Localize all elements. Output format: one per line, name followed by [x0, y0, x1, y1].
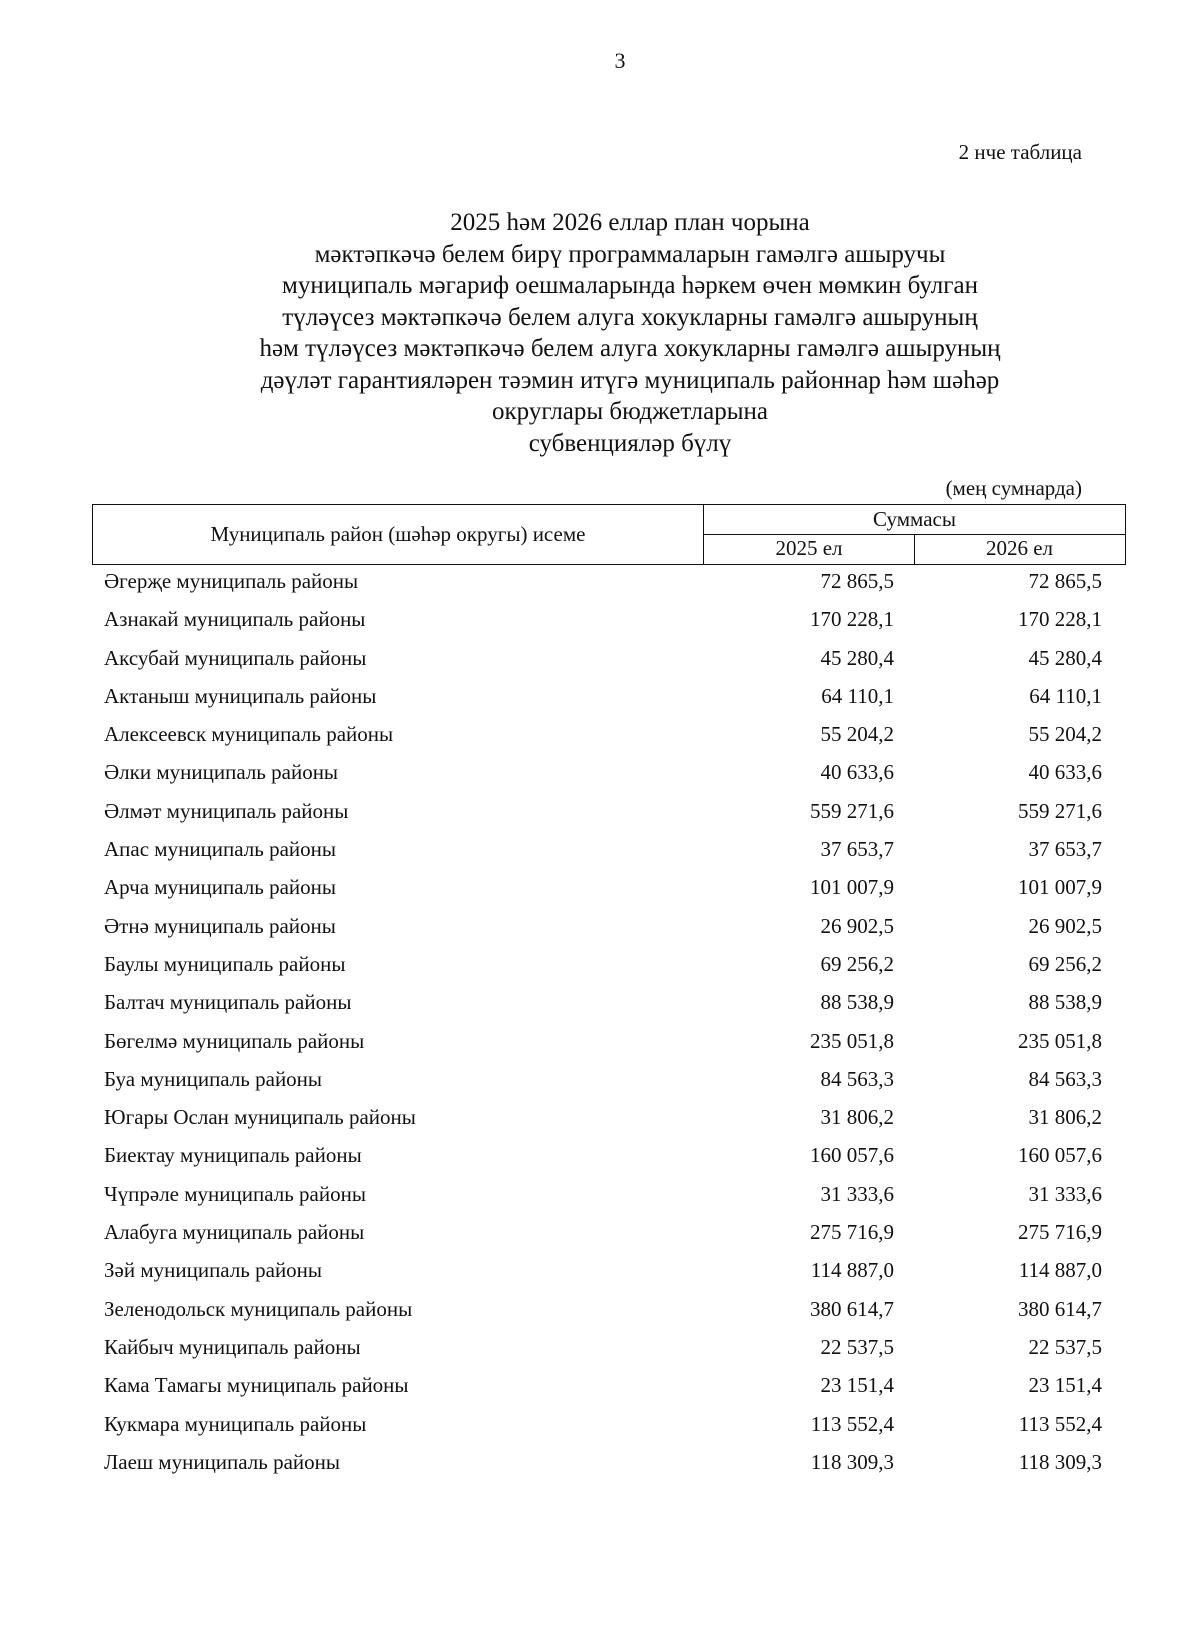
table-row: [92, 569, 1126, 607]
row-value-2025: 40 633,6: [820, 760, 894, 785]
row-name: Югары Ослан муниципаль районы: [104, 1105, 416, 1130]
row-value-2025: 31 333,6: [820, 1181, 894, 1206]
row-value-2026: 40 633,6: [1028, 760, 1102, 785]
row-value-2025: 26 902,5: [820, 913, 894, 938]
row-value-2026: 160 057,6: [1018, 1143, 1102, 1168]
title-line: дәүләт гарантияләрен тәэмин итүгә муниципаль районнар һәм шәһәр: [260, 366, 1000, 394]
row-name: Биектау муниципаль районы: [104, 1143, 362, 1168]
table-row: [92, 1450, 1126, 1488]
row-name: Лаеш муниципаль районы: [104, 1449, 341, 1474]
row-name: Арча муниципаль районы: [104, 875, 336, 900]
row-value-2026: 88 538,9: [1028, 990, 1102, 1015]
row-name: Кама Тамагы муниципаль районы: [104, 1373, 409, 1398]
row-value-2025: 88 538,9: [820, 990, 894, 1015]
row-name: Зәй муниципаль районы: [104, 1258, 323, 1283]
row-value-2026: 31 333,6: [1028, 1181, 1102, 1206]
title-line: субвенцияләр бүлү: [528, 429, 732, 457]
row-value-2026: 113 552,4: [1018, 1411, 1102, 1436]
table-row: [92, 760, 1126, 798]
title-line: 2025 һәм 2026 еллар план чорына: [450, 209, 810, 236]
table-header: [92, 504, 1126, 565]
title-line: түләүсез мәктәпкәчә белем алуга хокукларны гамәлгә ашыруның: [282, 303, 978, 331]
row-value-2025: 64 110,1: [821, 683, 894, 708]
row-value-2026: 45 280,4: [1028, 645, 1102, 670]
row-value-2025: 69 256,2: [820, 951, 894, 976]
row-value-2026: 31 806,2: [1028, 1105, 1102, 1130]
row-value-2025: 559 271,6: [810, 798, 894, 823]
row-name: Актаныш муниципаль районы: [104, 683, 377, 708]
row-value-2026: 118 309,3: [1018, 1449, 1102, 1474]
header-year-2026: 2026 ел: [985, 536, 1054, 560]
row-name: Балтач муниципаль районы: [104, 990, 352, 1015]
row-name: Кукмара муниципаль районы: [104, 1411, 367, 1436]
row-value-2026: 235 051,8: [1018, 1028, 1102, 1053]
table-row: [92, 607, 1126, 645]
table-row: [92, 722, 1126, 760]
row-value-2026: 55 204,2: [1028, 722, 1102, 747]
header-sums: Суммасы: [704, 505, 1125, 535]
row-value-2025: 31 806,2: [820, 1105, 894, 1130]
row-value-2025: 380 614,7: [810, 1296, 894, 1321]
row-value-2026: 69 256,2: [1028, 951, 1102, 976]
units-note: (мең сумнарда): [945, 476, 1082, 500]
row-value-2026: 23 151,4: [1028, 1373, 1102, 1398]
table-row: [92, 1182, 1126, 1220]
row-value-2026: 84 563,3: [1028, 1066, 1102, 1091]
row-value-2025: 55 204,2: [820, 722, 894, 747]
table-row: [92, 875, 1126, 913]
table-row: [92, 684, 1126, 722]
row-name: Алабуга муниципаль районы: [104, 1220, 365, 1245]
row-name: Азнакай муниципаль районы: [104, 607, 366, 632]
table-row: [92, 1335, 1126, 1373]
table-body: [92, 569, 1126, 1488]
title-line: мәктәпкәчә белем бирү программаларын гамәлгә ашыручы: [314, 240, 946, 268]
row-value-2026: 170 228,1: [1018, 607, 1102, 632]
row-value-2025: 37 653,7: [820, 837, 894, 862]
row-name: Бөгелмә муниципаль районы: [104, 1028, 365, 1053]
row-name: Әлки муниципаль районы: [104, 760, 339, 785]
row-name: Әгерҗе муниципаль районы: [104, 569, 359, 593]
row-name: Әлмәт муниципаль районы: [104, 798, 349, 823]
row-value-2026: 380 614,7: [1018, 1296, 1102, 1321]
header-year-2025: 2025 ел: [704, 534, 915, 564]
row-name: Әтнә муниципаль районы: [104, 913, 336, 938]
row-name: Зеленодольск муниципаль районы: [104, 1296, 413, 1321]
row-value-2026: 22 537,5: [1028, 1334, 1102, 1359]
table-row: [92, 837, 1126, 875]
table-row: [92, 1258, 1126, 1296]
row-value-2025: 114 887,0: [810, 1258, 894, 1283]
table-row: [92, 1373, 1126, 1411]
row-value-2025: 101 007,9: [810, 875, 894, 900]
title-line: һәм түләүсез мәктәпкәчә белем алуга хокукларны гамәлгә ашыруның: [259, 335, 1001, 362]
row-value-2025: 22 537,5: [820, 1334, 894, 1359]
row-value-2025: 160 057,6: [810, 1143, 894, 1168]
row-value-2026: 37 653,7: [1028, 837, 1102, 862]
table-row: [92, 914, 1126, 952]
table-row: [92, 1067, 1126, 1105]
table-row: [92, 1105, 1126, 1143]
row-name: Апас муниципаль районы: [104, 837, 336, 862]
row-name: Алексеевск муниципаль районы: [104, 722, 394, 747]
table-row: [92, 1220, 1126, 1258]
row-value-2025: 23 151,4: [820, 1373, 894, 1398]
table-row: [92, 1029, 1126, 1067]
table-row: [92, 646, 1126, 684]
table-row: [92, 799, 1126, 837]
row-value-2026: 275 716,9: [1018, 1220, 1102, 1245]
table-row: [92, 1143, 1126, 1181]
table-row: [92, 1412, 1126, 1450]
row-value-2026: 26 902,5: [1028, 913, 1102, 938]
row-value-2025: 235 051,8: [810, 1028, 894, 1053]
page-number: 3: [614, 48, 626, 73]
table-row: [92, 990, 1126, 1028]
row-value-2025: 113 552,4: [810, 1411, 894, 1436]
row-name: Кайбыч муниципаль районы: [104, 1334, 361, 1359]
row-value-2025: 275 716,9: [810, 1220, 894, 1245]
row-name: Аксубай муниципаль районы: [104, 645, 367, 670]
row-value-2026: 64 110,1: [1029, 683, 1102, 708]
title-line: муниципаль мәгариф оешмаларында һәркем өчен мөмкин булган: [282, 272, 978, 299]
table-row: [92, 1297, 1126, 1335]
row-value-2025: 170 228,1: [810, 607, 894, 632]
row-name: Буа муниципаль районы: [104, 1066, 323, 1091]
row-value-2025: 72 865,5: [820, 569, 894, 593]
row-value-2025: 118 309,3: [810, 1449, 894, 1474]
row-value-2026: 101 007,9: [1018, 875, 1102, 900]
row-value-2026: 114 887,0: [1018, 1258, 1102, 1283]
title-line: округлары бюджетларына: [492, 398, 768, 425]
row-value-2025: 45 280,4: [820, 645, 894, 670]
header-name-column: Муниципаль район (шәһәр округы) исеме: [93, 505, 704, 564]
row-name: Чүпрәле муниципаль районы: [104, 1181, 366, 1206]
table-row: [92, 952, 1126, 990]
document-title: [130, 207, 1130, 459]
row-value-2026: 559 271,6: [1018, 798, 1102, 823]
row-value-2026: 72 865,5: [1028, 569, 1102, 593]
row-value-2025: 84 563,3: [820, 1066, 894, 1091]
row-name: Баулы муниципаль районы: [104, 951, 346, 976]
table-label: 2 нче таблица: [958, 140, 1082, 164]
